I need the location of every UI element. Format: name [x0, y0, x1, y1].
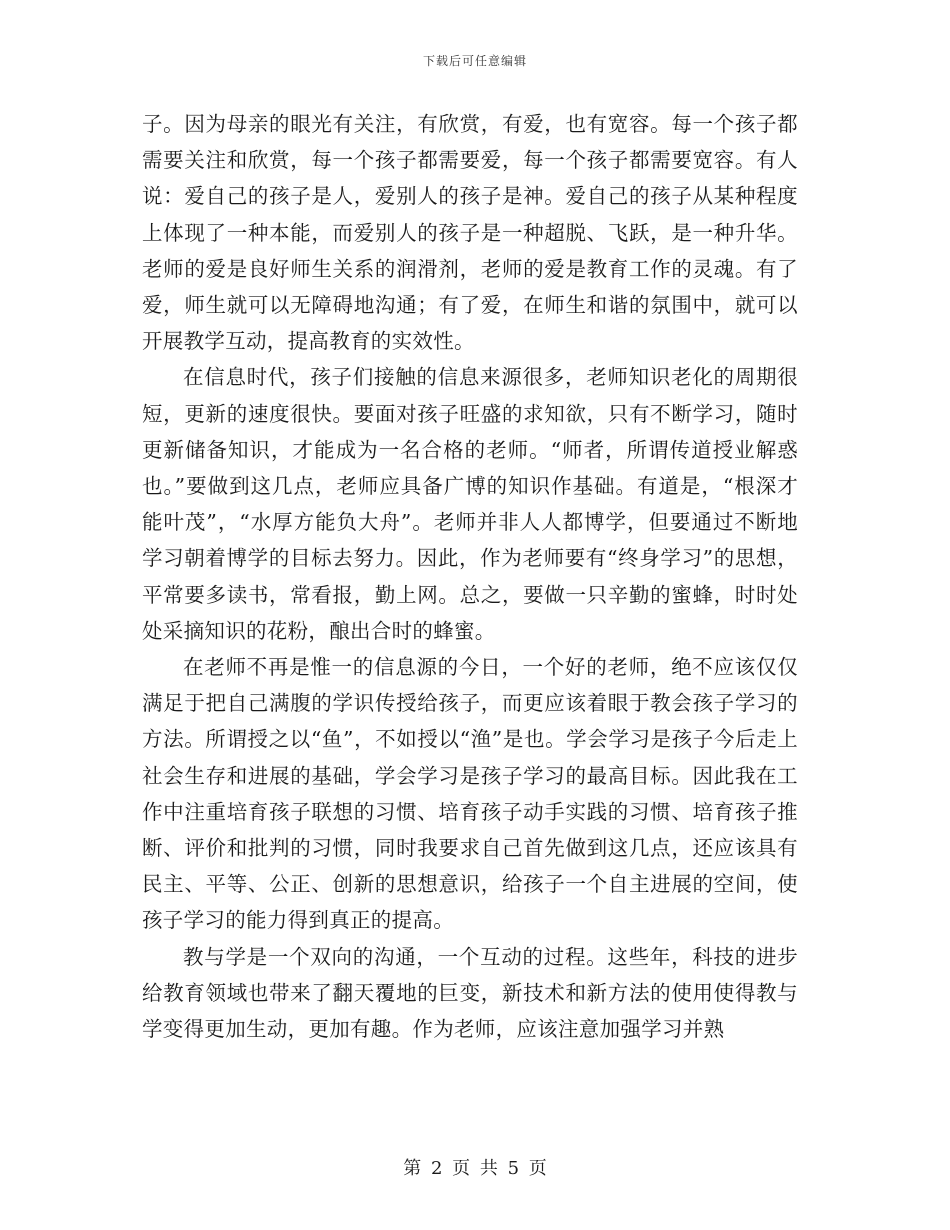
- paragraph: 教与学是一个双向的沟通，一个互动的过程。这些年，科技的进步给教育领域也带来了翻天覆地的巨变，新技术和新方法的使用使得教与学变得更加生动，更加有趣。作为老师，应该注意加强学习并熟: [142, 944, 798, 1042]
- paragraph: 在信息时代，孩子们接触的信息来源很多，老师知识老化的周期很短，更新的速度很快。要面对孩子旺盛的求知欲，只有不断学习，随时更新储备知识，才能成为一名合格的老师。“师者，所谓传道授业解惑也。”要做到这几点，老师应具备广博的知识作基础。有道是，“根深才能叶茂”，“水厚方能负大舟”。老师并非人人都博学，但要通过不断地学习朝着博学的目标去努力。因此，作为老师要有“终身学习”的思想，平常要多读书，常看报，勤上网。总之，要做一只辛勤的蜜蜂，时时处处采摘知识的花粉，酿出合时的蜂蜜。: [142, 365, 798, 643]
- paragraph: 在老师不再是惟一的信息源的今日，一个好的老师，绝不应该仅仅满足于把自己满腹的学识传授给孩子，而更应该着眼于教会孩子学习的方法。所谓授之以“鱼”，不如授以“渔”是也。学会学习是孩子今后走上社会生存和进展的基础，学会学习是孩子学习的最高目标。因此我在工作中注重培育孩子联想的习惯、培育孩子动手实践的习惯、培育孩子推断、评价和批判的习惯，同时我要求自己首先做到这几点，还应该具有民主、平等、公正、创新的思想意识，给孩子一个自主进展的空间，使孩子学习的能力得到真正的提高。: [142, 655, 798, 933]
- page-header: 下载后可任意编辑: [422, 54, 527, 68]
- paragraph-continued: 子。因为母亲的眼光有关注，有欣赏，有爱，也有宽容。每一个孩子都需要关注和欣赏，每一个孩子都需要爱，每一个孩子都需要宽容。有人说：爱自己的孩子是人，爱别人的孩子是神。爱自己的孩子从某种程度上体现了一种本能，而爱别人的孩子是一种超脱、飞跃，是一种升华。老师的爱是良好师生关系的润滑剂，老师的爱是教育工作的灵魂。有了爱，师生就可以无障碍地沟通；有了爱，在师生和谐的氛围中，就可以开展教学互动，提高教育的实效性。: [142, 112, 798, 354]
- document-body: [142, 106, 798, 1047]
- page-number-footer: 第 2 页 共 5 页: [403, 1158, 547, 1179]
